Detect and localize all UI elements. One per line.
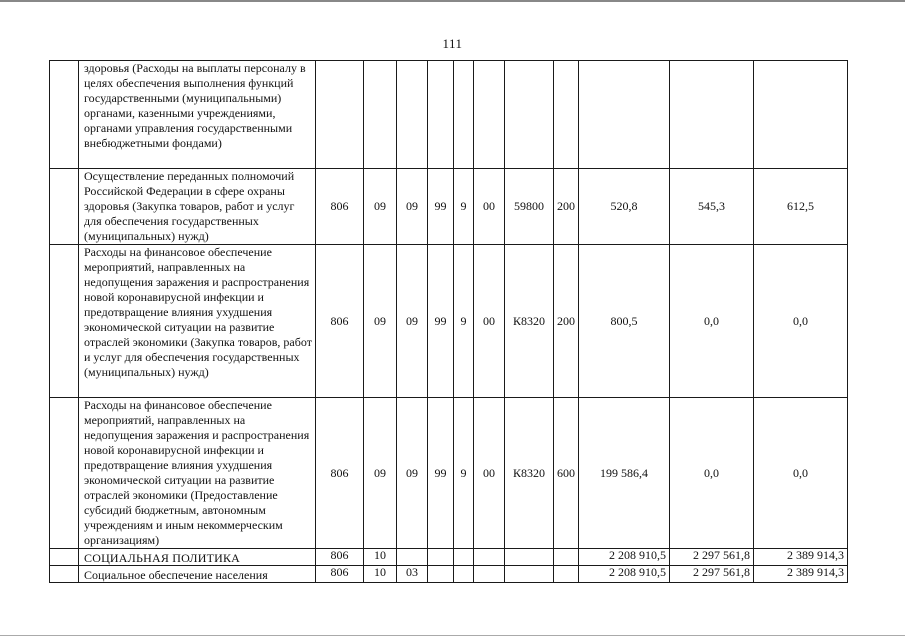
subprogram-cell bbox=[454, 549, 474, 566]
direction-cell: 59800 bbox=[505, 169, 554, 245]
subsection-cell: 09 bbox=[397, 398, 428, 549]
subsection-cell: 03 bbox=[397, 566, 428, 583]
expense-type-cell bbox=[554, 566, 579, 583]
row-name: Социальное обеспечение населения bbox=[79, 566, 316, 583]
subprogram-cell: 9 bbox=[454, 245, 474, 398]
expense-type-cell: 200 bbox=[554, 169, 579, 245]
direction-cell: К8320 bbox=[505, 245, 554, 398]
row-number-cell bbox=[50, 61, 79, 169]
row-name: Расходы на финансовое обеспечение мероприятий, направленных на недопущения заражения и распространения новой коронавирусной инфекции и предотвращение влияния ухудшения экономической ситуации на развитие отраслей экономики (Закупка товаров, работ и услуг для обеспечения государственных (муниципальных) нужд) bbox=[79, 245, 316, 398]
amount-year2-cell: 2 297 561,8 bbox=[670, 549, 754, 566]
direction-cell bbox=[505, 61, 554, 169]
subsection-cell: 09 bbox=[397, 169, 428, 245]
subsection-cell: 09 bbox=[397, 245, 428, 398]
main-event-cell bbox=[474, 549, 505, 566]
amount-year3-cell: 612,5 bbox=[754, 169, 848, 245]
section-cell: 10 bbox=[364, 549, 397, 566]
main-event-cell: 00 bbox=[474, 169, 505, 245]
row-number-cell bbox=[50, 398, 79, 549]
subprogram-cell bbox=[454, 566, 474, 583]
direction-cell: К8320 bbox=[505, 398, 554, 549]
grbs-cell: 806 bbox=[316, 398, 364, 549]
expense-type-cell: 200 bbox=[554, 245, 579, 398]
amount-year2-cell: 2 297 561,8 bbox=[670, 566, 754, 583]
grbs-cell: 806 bbox=[316, 169, 364, 245]
subsection-cell bbox=[397, 61, 428, 169]
expense-type-cell bbox=[554, 61, 579, 169]
section-cell: 09 bbox=[364, 245, 397, 398]
table-row bbox=[50, 169, 848, 245]
direction-cell bbox=[505, 566, 554, 583]
subprogram-cell bbox=[454, 61, 474, 169]
section-cell: 09 bbox=[364, 398, 397, 549]
amount-year1-cell: 2 208 910,5 bbox=[579, 566, 670, 583]
table-row bbox=[50, 566, 848, 583]
grbs-cell: 806 bbox=[316, 566, 364, 583]
row-number-cell bbox=[50, 566, 79, 583]
amount-year3-cell bbox=[754, 61, 848, 169]
program-cell: 99 bbox=[428, 245, 454, 398]
amount-year3-cell: 0,0 bbox=[754, 245, 848, 398]
grbs-cell bbox=[316, 61, 364, 169]
section-cell: 10 bbox=[364, 566, 397, 583]
amount-year1-cell bbox=[579, 61, 670, 169]
amount-year3-cell: 0,0 bbox=[754, 398, 848, 549]
section-title: СОЦИАЛЬНАЯ ПОЛИТИКА bbox=[79, 549, 316, 566]
program-cell: 99 bbox=[428, 398, 454, 549]
scan-top-edge bbox=[0, 0, 905, 2]
row-number-cell bbox=[50, 549, 79, 566]
budget-table bbox=[49, 60, 848, 583]
amount-year1-cell: 199 586,4 bbox=[579, 398, 670, 549]
amount-year2-cell: 545,3 bbox=[670, 169, 754, 245]
section-cell: 09 bbox=[364, 169, 397, 245]
main-event-cell: 00 bbox=[474, 398, 505, 549]
amount-year2-cell: 0,0 bbox=[670, 398, 754, 549]
subprogram-cell: 9 bbox=[454, 398, 474, 549]
main-event-cell bbox=[474, 61, 505, 169]
scan-bottom-edge bbox=[0, 635, 905, 636]
program-cell bbox=[428, 61, 454, 169]
section-cell bbox=[364, 61, 397, 169]
amount-year3-cell: 2 389 914,3 bbox=[754, 549, 848, 566]
main-event-cell bbox=[474, 566, 505, 583]
table-row bbox=[50, 398, 848, 549]
subsection-cell bbox=[397, 549, 428, 566]
amount-year1-cell: 520,8 bbox=[579, 169, 670, 245]
program-cell: 99 bbox=[428, 169, 454, 245]
main-event-cell: 00 bbox=[474, 245, 505, 398]
expense-type-cell: 600 bbox=[554, 398, 579, 549]
table-row bbox=[50, 61, 848, 169]
direction-cell bbox=[505, 549, 554, 566]
amount-year1-cell: 800,5 bbox=[579, 245, 670, 398]
table-row bbox=[50, 549, 848, 566]
row-name: Расходы на финансовое обеспечение мероприятий, направленных на недопущения заражения и распространения новой коронавирусной инфекции и предотвращение влияния ухудшения экономической ситуации на развитие отраслей экономики (Предоставление субсидий бюджетным, автономным учреждениям и иным некоммерческим организациям) bbox=[79, 398, 316, 549]
row-name: Осуществление переданных полномочий Российской Федерации в сфере охраны здоровья (Закупка товаров, работ и услуг для обеспечения государственных (муниципальных) нужд) bbox=[79, 169, 316, 245]
grbs-cell: 806 bbox=[316, 245, 364, 398]
subprogram-cell: 9 bbox=[454, 169, 474, 245]
program-cell bbox=[428, 566, 454, 583]
row-name: здоровья (Расходы на выплаты персоналу в целях обеспечения выполнения функций государственными (муниципальными) органами, казенными учреждениями, органами управления государственными внебюджетными фондами) bbox=[79, 61, 316, 169]
amount-year2-cell: 0,0 bbox=[670, 245, 754, 398]
amount-year2-cell bbox=[670, 61, 754, 169]
amount-year1-cell: 2 208 910,5 bbox=[579, 549, 670, 566]
grbs-cell: 806 bbox=[316, 549, 364, 566]
program-cell bbox=[428, 549, 454, 566]
amount-year3-cell: 2 389 914,3 bbox=[754, 566, 848, 583]
page-number: 111 bbox=[442, 36, 463, 51]
row-number-cell bbox=[50, 245, 79, 398]
expense-type-cell bbox=[554, 549, 579, 566]
row-number-cell bbox=[50, 169, 79, 245]
table-row bbox=[50, 245, 848, 398]
